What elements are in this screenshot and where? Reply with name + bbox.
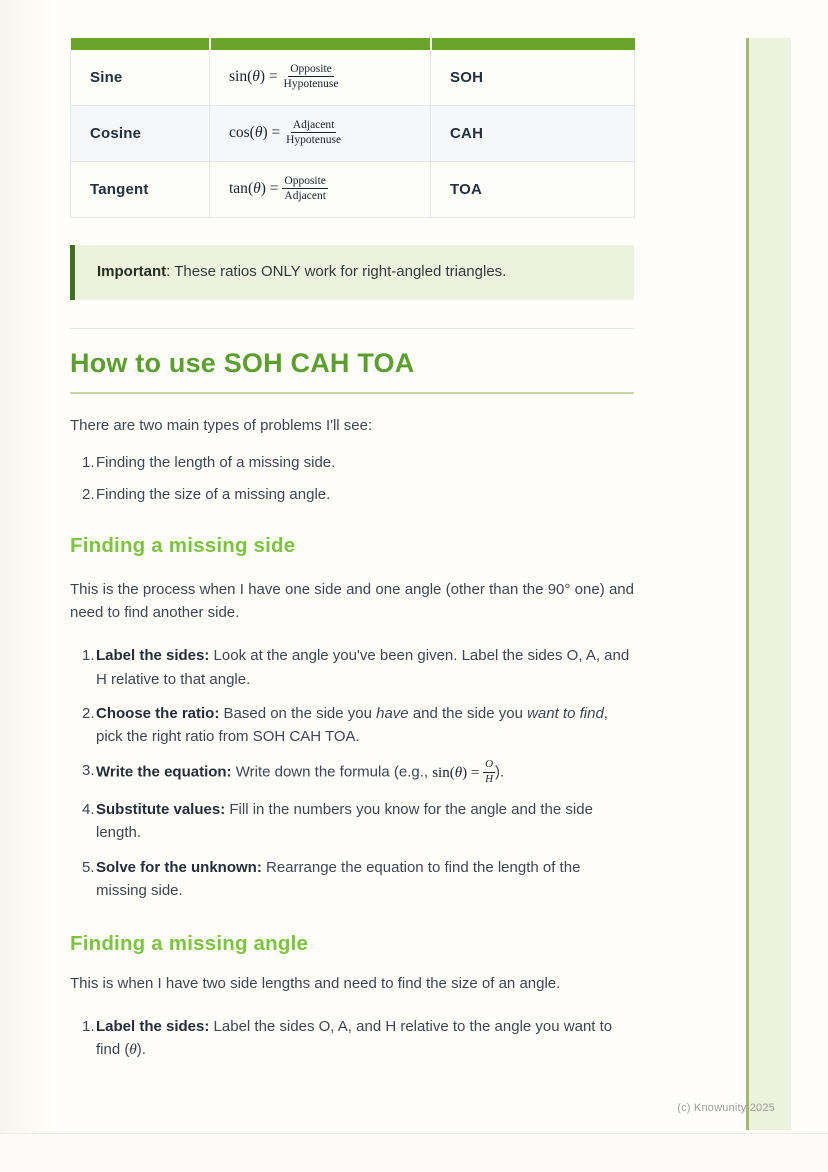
list-marker: 1. bbox=[82, 453, 95, 471]
list-item bbox=[70, 702, 634, 748]
theta-symbol: θ bbox=[252, 68, 260, 86]
table-row bbox=[71, 162, 635, 218]
intro-paragraph: There are two main types of problems I'll see: bbox=[70, 416, 373, 434]
ratio-name: Sine bbox=[71, 50, 210, 106]
side-steps-list bbox=[70, 644, 634, 901]
formula-paren: ( bbox=[249, 124, 255, 142]
step-label: Write the equation: bbox=[96, 763, 232, 781]
mnemonic: CAH bbox=[431, 106, 635, 162]
step-body-text: Label the sides O, A, and H relative to the angle you want to find ( bbox=[96, 1017, 613, 1059]
step-body-text: ). bbox=[495, 763, 505, 781]
step-body-text: ). bbox=[136, 1041, 146, 1059]
theta-symbol: θ bbox=[129, 1042, 137, 1059]
important-callout bbox=[70, 245, 634, 300]
table-header-cell bbox=[71, 38, 210, 50]
step-text bbox=[96, 702, 634, 748]
step-body-text: , pick the right ratio from SOH CAH TOA. bbox=[96, 704, 608, 745]
trig-formula bbox=[229, 62, 340, 90]
fraction-numerator: O bbox=[483, 758, 495, 773]
list-marker: 2. bbox=[82, 704, 95, 722]
ratio-name: Tangent bbox=[71, 162, 210, 218]
step-label: Solve for the unknown: bbox=[96, 858, 262, 876]
step-label: Label the sides: bbox=[96, 1017, 210, 1035]
page-content bbox=[70, 38, 634, 1062]
section-divider bbox=[70, 328, 634, 329]
list-marker: 4. bbox=[82, 801, 95, 819]
theta-symbol: θ bbox=[454, 764, 463, 781]
fraction bbox=[284, 118, 343, 148]
fraction bbox=[282, 62, 341, 92]
list-item bbox=[70, 644, 634, 690]
fraction-denominator: Adjacent bbox=[284, 190, 326, 202]
list-item-text: Finding the length of a missing side. bbox=[96, 453, 336, 471]
table-row bbox=[71, 50, 635, 106]
step-label: Choose the ratio: bbox=[96, 704, 220, 722]
formula-equals: ) = bbox=[262, 124, 281, 142]
formula-equals: ) = bbox=[260, 180, 279, 198]
list-item bbox=[70, 798, 634, 844]
fraction-denominator: Hypotenuse bbox=[283, 78, 339, 90]
formula-func: sin bbox=[229, 68, 248, 86]
step-text bbox=[96, 644, 634, 690]
subsection-heading: Finding a missing side bbox=[70, 533, 296, 557]
ratio-formula-cell bbox=[210, 106, 431, 162]
inline-formula bbox=[432, 757, 495, 785]
step-body-text: Rearrange the equation to find the length of the missing side. bbox=[96, 858, 581, 899]
formula-paren: ( bbox=[449, 764, 455, 781]
step-label: Substitute values: bbox=[96, 801, 226, 819]
fraction-denominator: H bbox=[485, 772, 494, 785]
list-item bbox=[70, 451, 634, 474]
list-marker: 5. bbox=[82, 858, 95, 876]
list-item bbox=[70, 759, 634, 788]
next-page-preview[interactable] bbox=[746, 38, 791, 1130]
formula-func: cos bbox=[229, 124, 250, 142]
step-body-text: Fill in the numbers you know for the angle and the side length. bbox=[96, 801, 593, 842]
fraction-numerator: Adjacent bbox=[291, 118, 337, 133]
trig-formula bbox=[229, 118, 343, 146]
paragraph: This is when I have two side lengths and need to find the size of an angle. bbox=[70, 974, 561, 992]
callout-label: Important bbox=[97, 263, 167, 280]
emphasized-text: have bbox=[376, 704, 409, 722]
problem-types-list bbox=[70, 451, 634, 506]
emphasized-text: want to find bbox=[527, 704, 604, 722]
list-marker: 2. bbox=[82, 485, 95, 503]
step-text bbox=[96, 856, 634, 902]
formula-equals: ) = bbox=[259, 68, 278, 86]
callout-text: : These ratios ONLY work for right-angled triangles. bbox=[166, 263, 507, 280]
list-item-text: Finding the size of a missing angle. bbox=[96, 485, 331, 503]
formula-paren: ( bbox=[247, 68, 253, 86]
theta-symbol: θ bbox=[253, 180, 261, 198]
list-item bbox=[70, 856, 634, 902]
list-item bbox=[70, 1015, 634, 1062]
formula-equals: ) = bbox=[462, 764, 480, 781]
section-heading: How to use SOH CAH TOA bbox=[70, 348, 634, 394]
step-text bbox=[96, 1015, 634, 1062]
step-body-text: and the side you bbox=[408, 704, 528, 722]
trig-ratio-table bbox=[70, 38, 635, 218]
step-text bbox=[96, 759, 634, 788]
fraction bbox=[483, 758, 495, 787]
fraction-numerator: Opposite bbox=[288, 62, 334, 77]
step-body-text: Write down the formula (e.g., bbox=[231, 763, 433, 781]
list-item bbox=[70, 483, 634, 506]
formula-paren: ( bbox=[247, 180, 254, 198]
step-body-text: Based on the side you bbox=[219, 704, 377, 722]
step-label: Label the sides: bbox=[96, 647, 210, 665]
ratio-formula-cell bbox=[210, 162, 431, 218]
ratio-formula-cell bbox=[210, 50, 431, 106]
table-header-cell bbox=[210, 38, 431, 50]
mnemonic: TOA bbox=[431, 162, 635, 218]
list-marker: 1. bbox=[82, 1017, 95, 1035]
list-marker: 3. bbox=[82, 761, 95, 779]
page-left-edge-shade bbox=[0, 0, 62, 1133]
fraction bbox=[282, 174, 328, 204]
subsection-heading: Finding a missing angle bbox=[70, 931, 309, 955]
copyright-text: (c) Knowunity 2025 bbox=[677, 1102, 775, 1114]
fraction-denominator: Hypotenuse bbox=[286, 134, 342, 146]
step-text bbox=[96, 798, 634, 844]
table-header-row bbox=[71, 38, 635, 50]
table-row bbox=[71, 106, 635, 162]
paragraph: This is the process when I have one side and one angle (other than the 90° one) and need to find another side. bbox=[70, 580, 634, 622]
fraction-numerator: Opposite bbox=[282, 174, 328, 189]
angle-steps-list bbox=[70, 1015, 634, 1062]
mnemonic: SOH bbox=[431, 50, 635, 106]
step-body-text: Look at the angle you've been given. Label the sides O, A, and H relative to that angle. bbox=[96, 647, 630, 688]
formula-func: tan bbox=[229, 180, 248, 198]
formula-func: sin bbox=[432, 764, 450, 781]
table-header-cell bbox=[431, 38, 635, 50]
page-bottom-gap bbox=[0, 1133, 828, 1172]
trig-formula bbox=[229, 174, 328, 202]
theta-symbol: θ bbox=[254, 124, 263, 142]
ratio-name: Cosine bbox=[71, 106, 210, 162]
list-marker: 1. bbox=[82, 647, 95, 665]
